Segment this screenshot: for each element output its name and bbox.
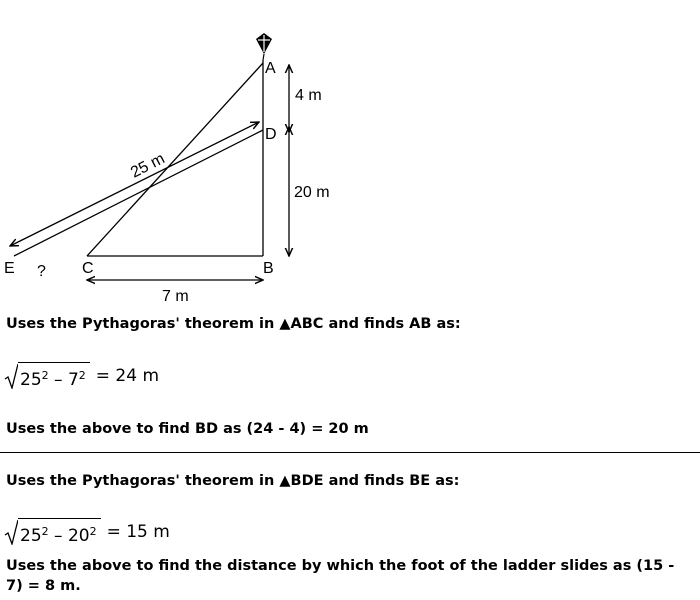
step-3-text: Uses the Pythagoras' theorem in ▲BDE and finds BE as: [6, 473, 460, 489]
ladder-ac [87, 63, 263, 256]
step-1-text: Uses the Pythagoras' theorem in ▲ABC and finds AB as: [6, 316, 461, 332]
point-e-label: E [4, 260, 15, 277]
kite-icon [256, 33, 272, 60]
formula-be: $25^2 - 20^2$ = 15 m [4, 518, 170, 546]
unknown-ec-label: ? [37, 263, 46, 280]
ladder-length-arrow [10, 122, 259, 246]
db-length-label: 20 m [294, 184, 330, 201]
point-d-label: D [265, 126, 277, 143]
formula-ab: $25^2 - 7^2$ = 24 m [4, 362, 159, 390]
ladder-length-label: 25 m [128, 150, 168, 182]
ladder-de [14, 130, 263, 256]
point-b-label: B [263, 260, 274, 277]
square-root-icon [4, 519, 18, 545]
ad-length-label: 4 m [295, 87, 322, 104]
formula-be-result: = 15 m [106, 522, 170, 542]
square-root-icon [4, 363, 18, 389]
point-a-label: A [265, 60, 276, 77]
triangle-icon: ▲ [279, 316, 291, 332]
point-c-label: C [82, 260, 94, 277]
step-4-text: Uses the above to find the distance by which the foot of the ladder slides as (15 - 7) = 8 m. [6, 558, 675, 594]
cb-length-label: 7 m [162, 288, 189, 305]
section-divider [0, 452, 700, 453]
step-2-text: Uses the above to find BD as (24 - 4) = 20 m [6, 421, 369, 437]
formula-ab-result: = 24 m [95, 366, 160, 386]
triangle-icon: ▲ [279, 473, 291, 489]
